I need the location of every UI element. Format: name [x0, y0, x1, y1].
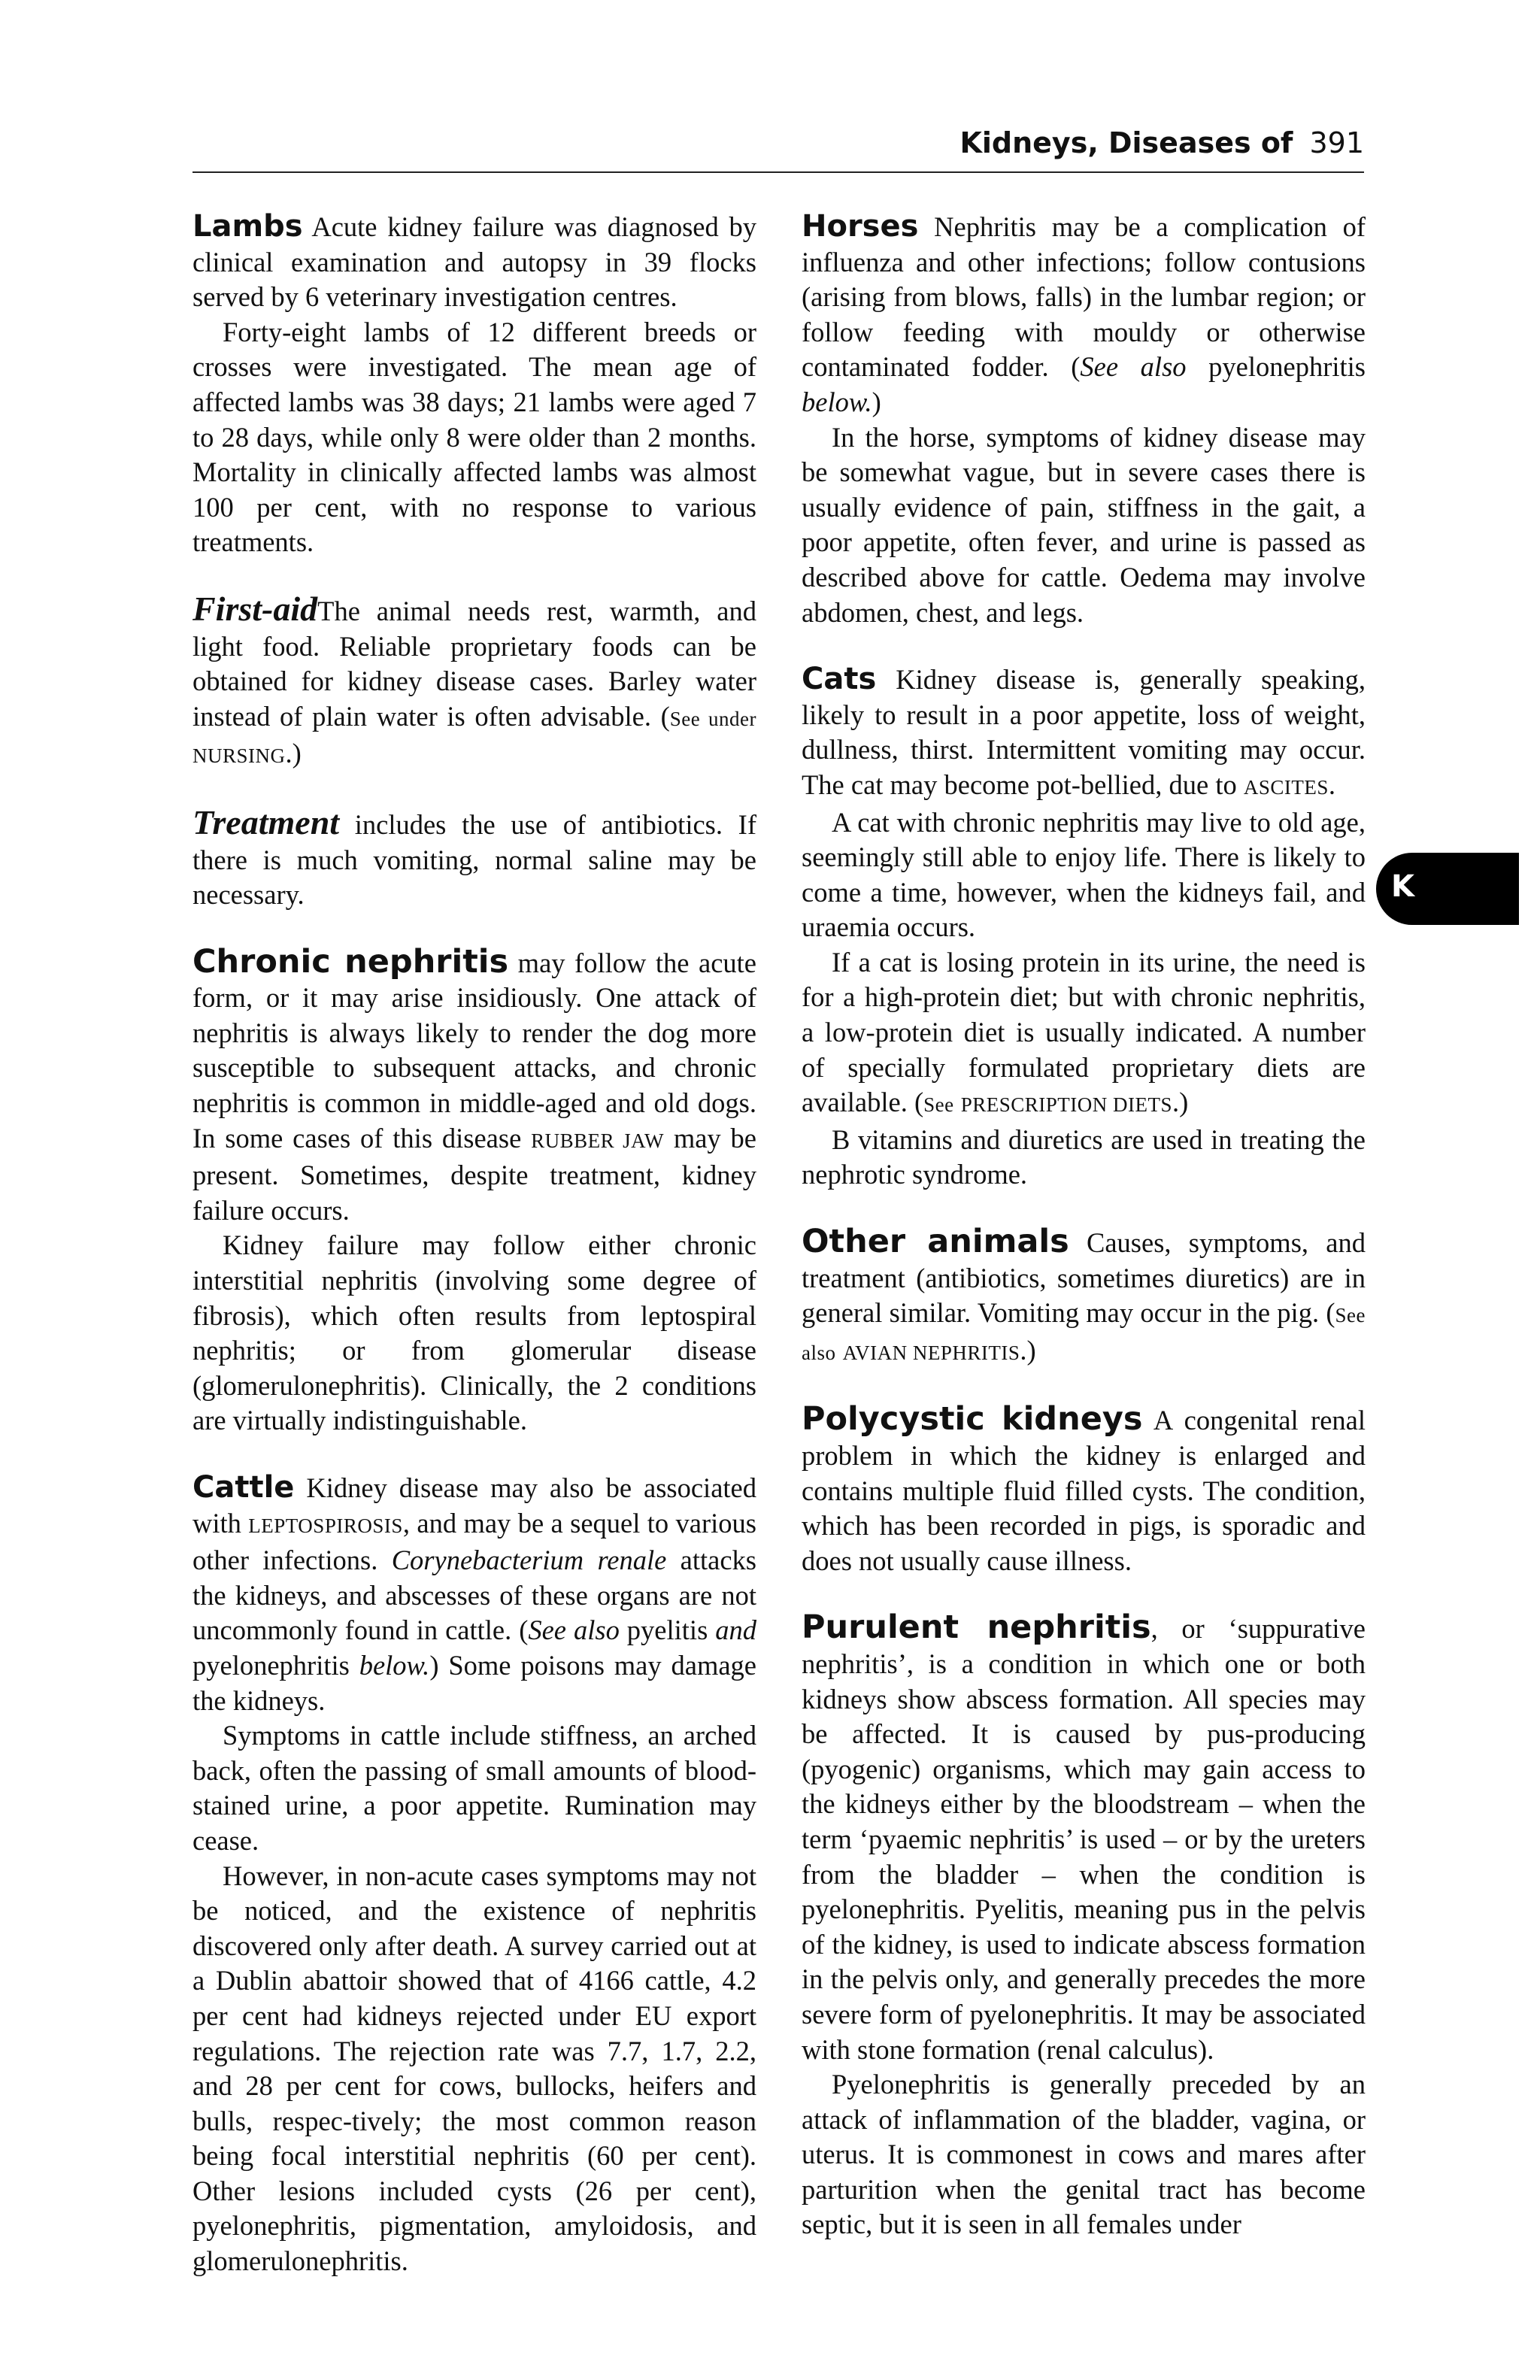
- cattle-paragraph: [192, 1470, 756, 1718]
- polycystic-text: A congenital renal problem in which the kidney is enlarged and contains multiple fluid filled cysts. The condition, which has been recorded in pigs, is sporadic and does not usually cause illness.: [802, 1405, 1366, 1576]
- cattle-paragraph-3: However, in non-acute cases symptoms may not be noticed, and the existence of nephritis discovered only after death. A survey carried out at a Dublin abattoir showed that of 4166 cattle, 4.2 per cent had kidneys rejected under EU export regulations. The rejection rate was 7.7, 1.7, 2.2, and 28 per cent for cows, bullocks, heifers and bulls, respec-tively; the most common reason being focal interstitial nephritis (60 per cent). Other lesions included cysts (26 per cent), pyelonephritis, pigmentation, amyloidosis, and glomerulonephritis.: [192, 1860, 756, 2277]
- left-column: [192, 209, 756, 2279]
- cattle-text-c: attacks the kidneys, and abscesses of these organs are not uncommonly found in cattle. (: [192, 1545, 756, 1646]
- cattle-text-d: pyelitis: [619, 1614, 716, 1646]
- purulent-paragraph-2: Pyelonephritis is generally preceded by an attack of inflammation of the bladder, vagina, or uterus. It is commonest in cows and mares after parturition when the genital tract has become septic, but it is seen in all females under: [802, 2069, 1366, 2240]
- cattle-text-b: , and may be a sequel to various other infections.: [192, 1507, 756, 1576]
- other-animals-paragraph: [802, 1224, 1366, 1370]
- horses-text-a: Nephritis may be a complication of influenza and other infections; follow contusions (arising from blows, falls) in the lumbar region; or follow feeding with mouldy or otherwise contaminated fodder. (: [802, 211, 1366, 383]
- cats-text-b: .: [1328, 769, 1335, 800]
- cattle-paragraph-2: Symptoms in cattle include stiffness, an arched back, often the passing of small amounts of blood-stained urine, a poor appetite. Rumination may cease.: [192, 1720, 756, 1856]
- cats-paragraph-4: B vitamins and diuretics are used in treating the nephrotic syndrome.: [802, 1123, 1366, 1190]
- cattle-species: Corynebacterium renale: [391, 1545, 667, 1576]
- other-ref: AVIAN NEPHRITIS: [842, 1341, 1020, 1364]
- header-rule: [192, 171, 1364, 173]
- cats-p3-text-a: If a cat is losing protein in its urine, the need is for a high-protein diet; but with chronic nephritis, a low-protein diet is usually indicated. A number of specially formulated proprietary diets are available. (: [802, 946, 1366, 1118]
- treatment-paragraph: [192, 802, 756, 913]
- cattle-heading: Cattle: [192, 1470, 295, 1505]
- cattle-text-f: ) Some poisons may damage the kidneys.: [192, 1649, 756, 1716]
- other-text-b: .): [1020, 1334, 1036, 1366]
- horses-paragraph-2: In the horse, symptoms of kidney disease may be somewhat vague, but in severe cases there is usually evidence of pain, stiffness in the gait, a poor appetite, often fever, and urine is passed as described above for cattle. Oedema may involve abdomen, chest, and legs.: [802, 421, 1366, 628]
- cats-paragraph: [802, 662, 1366, 805]
- running-head: [192, 126, 1364, 159]
- polycystic-paragraph: [802, 1402, 1366, 1578]
- thumb-tab-letter: K: [1391, 869, 1414, 904]
- cats-paragraph-2: A cat with chronic nephritis may live to old age, seemingly still able to enjoy life. There is likely to come a time, however, when the kidneys fail, and uraemia occurs.: [802, 806, 1366, 943]
- lambs-paragraph: [192, 209, 756, 315]
- other-see-also: See also: [802, 1304, 1366, 1364]
- first-aid-see: See under: [669, 707, 756, 730]
- treatment-heading: Treatment: [192, 802, 340, 841]
- cattle-text-e: pyelonephritis: [192, 1649, 359, 1681]
- running-head-title: Kidneys, Diseases of: [959, 126, 1293, 159]
- lambs-paragraph-2: Forty-eight lambs of 12 different breeds or crosses were investigated. The mean age of affected lambs was 38 days; 21 lambs were aged 7 to 28 days, while only 8 were older than 2 months. Mortality in clinically affected lambs was almost 100 per cent, with no response to various treatments.: [192, 316, 756, 558]
- thumb-index-tab: [1376, 853, 1519, 925]
- horses-below: below.: [802, 386, 872, 417]
- treatment-text: includes the use of antibiotics. If there is much vomiting, normal saline may be necessary.: [192, 808, 756, 911]
- cattle-ref: LEPTOSPIROSIS: [248, 1514, 403, 1537]
- cattle-see-also: See also: [528, 1614, 620, 1646]
- first-aid-ref: NURSING: [192, 744, 286, 768]
- chronic-text-a: may follow the acute form, or it may arise insidiously. One attack of nephritis is always likely to render the dog more susceptible to subsequent attacks, and chronic nephritis is common in middle-aged and old dogs. In some cases of this disease: [192, 947, 756, 1154]
- purulent-heading: Purulent nephritis: [802, 1608, 1151, 1647]
- horses-text-b: pyelonephritis: [1186, 351, 1366, 383]
- polycystic-heading: Polycystic kidneys: [802, 1400, 1143, 1439]
- chronic-nephritis-paragraph: [192, 944, 756, 1229]
- cattle-and: and: [715, 1614, 756, 1646]
- purulent-text: , or ‘suppurative nephritis’, is a condition in which one or both kidneys show abscess formation. All species may be affected. It is caused by pus-producing (pyogenic) organisms, which may gain access to the kidneys either by the bloodstream – when the term ‘pyaemic nephritis’ is used – or by the ureters from the bladder – when the condition is pyelonephritis. Pyelitis, meaning pus in the pelvis of the kidney, is used to indicate abscess formation in the pelvis only, and generally precedes the more severe form of pyelonephritis. It may be associated with stone formation (renal calculus).: [802, 1613, 1366, 2065]
- cats-p3-text-b: .): [1172, 1087, 1189, 1118]
- other-text-a: Causes, symptoms, and treatment (antibiotics, sometimes diuretics) are in general similar. Vomiting may occur in the pig. (: [802, 1227, 1366, 1329]
- lambs-text: Acute kidney failure was diagnosed by clinical examination and autopsy in 39 flocks served by 6 veterinary investigation centres.: [192, 211, 756, 313]
- cats-text-a: Kidney disease is, generally speaking, likely to result in a poor appetite, loss of weight, dullness, thirst. Intermittent vomiting may occur. The cat may become pot-bellied, due to: [802, 664, 1366, 800]
- horses-paragraph: [802, 209, 1366, 420]
- chronic-nephritis-heading: Chronic nephritis: [192, 942, 509, 981]
- cats-heading: Cats: [802, 662, 877, 697]
- lambs-heading: Lambs: [192, 209, 303, 244]
- horses-heading: Horses: [802, 209, 919, 244]
- horses-see-also: See also: [1080, 351, 1187, 383]
- first-aid-paragraph: [192, 589, 756, 774]
- cats-p3-ref: PRESCRIPTION DIETS: [960, 1093, 1173, 1117]
- page-number: 391: [1309, 126, 1364, 159]
- cattle-text-a: Kidney disease may also be associated with: [192, 1472, 756, 1539]
- first-aid-tail: .): [285, 738, 302, 769]
- chronic-text-b: may be present. Sometimes, despite treatment, kidney failure occurs.: [192, 1122, 756, 1226]
- first-aid-text: The animal needs rest, warmth, and light food. Reliable proprietary foods can be obtained for kidney disease cases. Barley water instead of plain water is often advisable. (: [192, 595, 756, 732]
- cattle-below: below.: [359, 1649, 430, 1681]
- horses-text-c: ): [872, 386, 881, 417]
- right-column: [802, 209, 1366, 2242]
- other-animals-heading: Other animals: [802, 1223, 1069, 1261]
- cats-paragraph-3: [802, 945, 1366, 1123]
- purulent-paragraph: [802, 1610, 1366, 2067]
- first-aid-heading: First-aid: [192, 589, 318, 628]
- cats-ref: ASCITES: [1243, 775, 1329, 799]
- cats-p3-see: See: [923, 1093, 954, 1117]
- chronic-ref: RUBBER JAW: [531, 1129, 664, 1152]
- chronic-paragraph-2: Kidney failure may follow either chronic interstitial nephritis (involving some degree of fibrosis), which often results from leptospiral nephritis; or from glomerular disease (glomerulonephritis). Clinically, the 2 conditions are virtually indistinguishable.: [192, 1229, 756, 1436]
